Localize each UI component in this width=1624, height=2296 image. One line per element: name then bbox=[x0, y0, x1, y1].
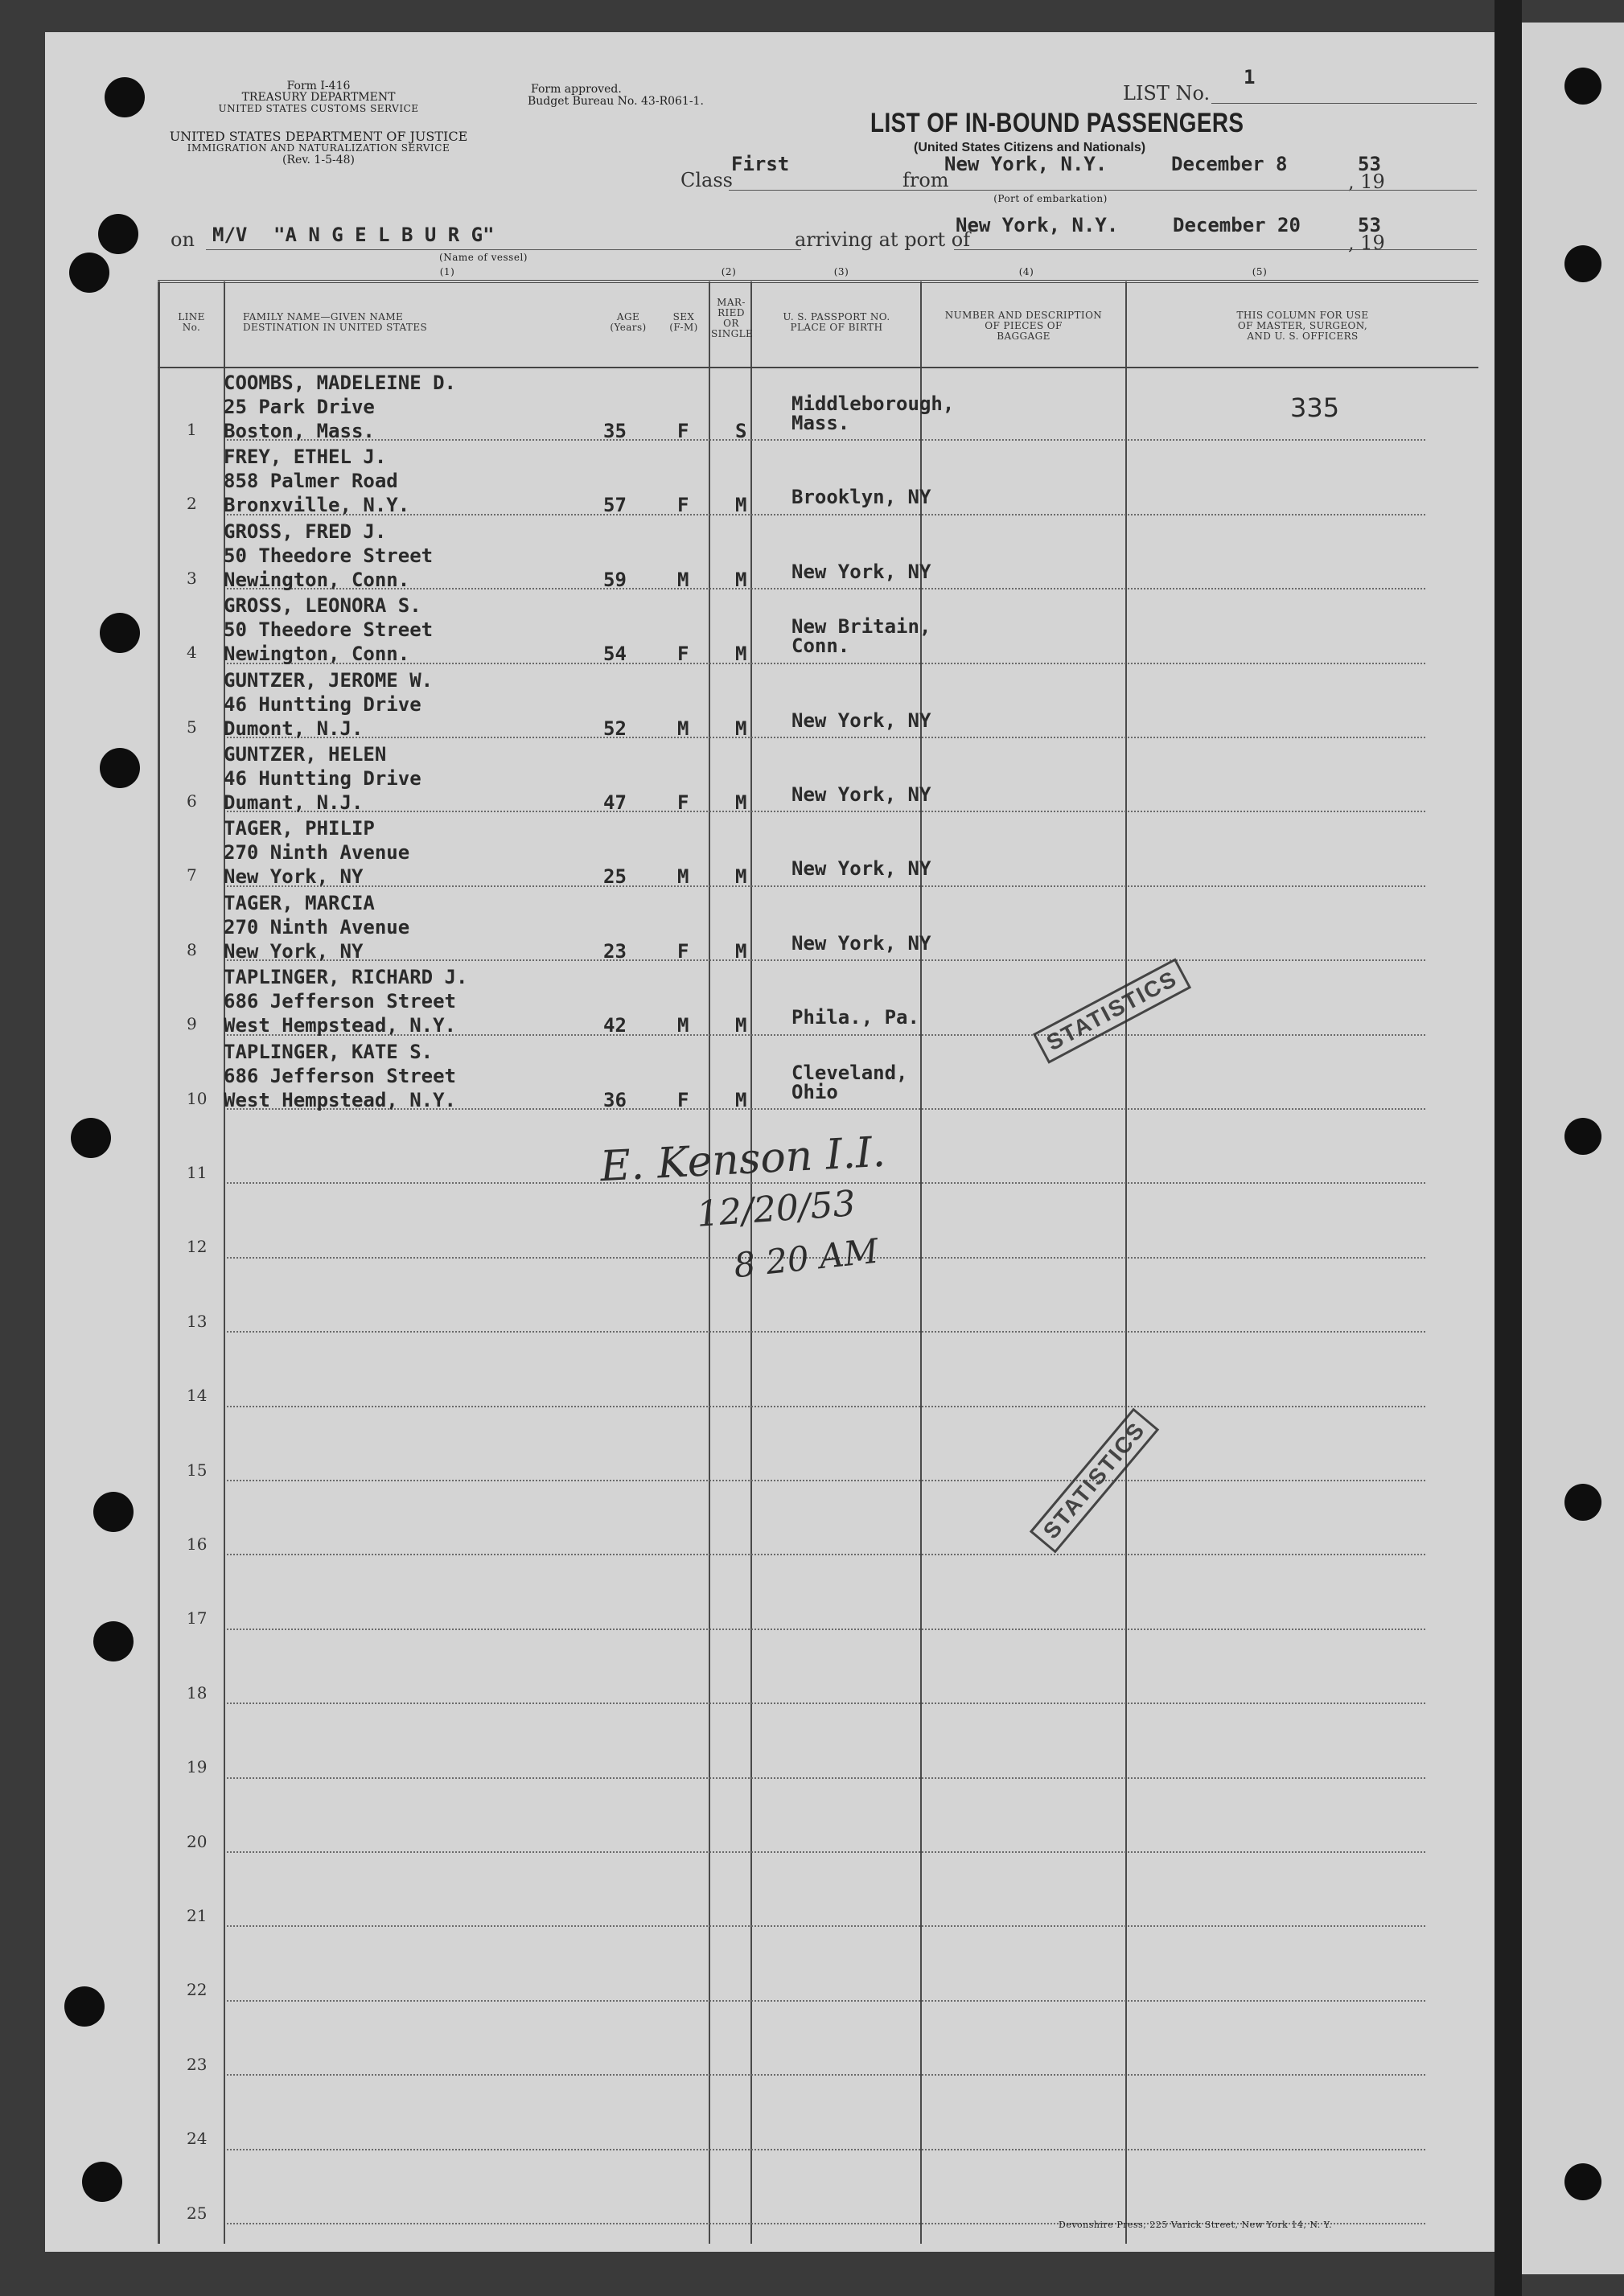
arrive-port-value: New York, N.Y. bbox=[956, 214, 1119, 236]
passenger-marital-status: S bbox=[735, 420, 747, 442]
row-rule bbox=[227, 1777, 1425, 1779]
line-number: 23 bbox=[187, 2054, 208, 2074]
birthplace: Mass. bbox=[791, 412, 850, 434]
vessel-caption: (Name of vessel) bbox=[439, 252, 528, 263]
row-rule bbox=[227, 1406, 1425, 1407]
passenger-age: 42 bbox=[603, 1014, 627, 1037]
punch-hole bbox=[1564, 2163, 1601, 2200]
passenger-destination: Dumant, N.J. bbox=[224, 791, 364, 814]
line-number: 19 bbox=[187, 1757, 208, 1777]
line-number: 16 bbox=[187, 1534, 208, 1554]
passenger-age: 35 bbox=[603, 420, 627, 442]
page-title: LIST OF IN-BOUND PASSENGERS bbox=[870, 108, 1244, 138]
header-bottom-rule bbox=[158, 367, 1478, 368]
passenger-name: TAPLINGER, KATE S. bbox=[224, 1040, 434, 1063]
row-rule bbox=[227, 1702, 1425, 1704]
row-rule bbox=[227, 811, 1425, 812]
row-rule bbox=[227, 2074, 1425, 2076]
col-num-2: (2) bbox=[721, 266, 737, 277]
punch-hole bbox=[64, 1986, 105, 2027]
col-sex-married bbox=[709, 281, 710, 2244]
list-no-value: 1 bbox=[1244, 66, 1256, 88]
line-number: 8 bbox=[187, 939, 197, 959]
passenger-marital-status: M bbox=[735, 1088, 747, 1111]
punch-hole bbox=[1564, 1484, 1601, 1521]
col-num-3: (3) bbox=[833, 266, 849, 277]
hdr-age: AGE (Years) bbox=[610, 311, 647, 333]
from-port-value: New York, N.Y. bbox=[944, 153, 1108, 175]
vessel-rule bbox=[206, 249, 801, 250]
table-top-rule bbox=[158, 280, 1478, 283]
passenger-sex: M bbox=[677, 568, 689, 591]
hdr-line-no: LINE No. bbox=[178, 311, 205, 333]
punch-hole bbox=[69, 253, 109, 293]
col-baggage-officers bbox=[1125, 281, 1127, 2244]
passenger-age: 25 bbox=[603, 865, 627, 889]
passenger-address: 270 Ninth Avenue bbox=[224, 841, 410, 865]
row-rule bbox=[227, 2000, 1425, 2002]
birthplace: New York, NY bbox=[791, 931, 931, 955]
page-subtitle: (United States Citizens and Nationals) bbox=[914, 141, 1146, 154]
passenger-sex: F bbox=[677, 420, 689, 442]
birthplace: Brooklyn, NY bbox=[791, 486, 931, 509]
passenger-marital-status: M bbox=[735, 791, 747, 814]
passenger-sex: M bbox=[677, 865, 689, 889]
col-num-1: (1) bbox=[439, 266, 455, 277]
from-rule bbox=[930, 190, 1477, 191]
passenger-marital-status: M bbox=[735, 939, 747, 963]
passenger-marital-status: M bbox=[735, 717, 747, 740]
signature-name: E. Kenson I.I. bbox=[598, 1127, 887, 1192]
statistics-stamp: STATISTICS bbox=[1033, 958, 1191, 1064]
on-label: on bbox=[171, 228, 195, 251]
hdr-married: MAR- RIED OR SINGLE bbox=[711, 297, 754, 339]
arrive-year-value: 53 bbox=[1358, 214, 1381, 236]
passenger-address: 686 Jefferson Street bbox=[224, 990, 456, 1013]
punch-hole bbox=[82, 2162, 122, 2202]
col-num-4: (4) bbox=[1018, 266, 1034, 277]
line-number: 18 bbox=[187, 1682, 208, 1702]
birthplace-line1: Cleveland, bbox=[791, 1061, 908, 1084]
hdr-sex: SEX (F-M) bbox=[669, 311, 698, 333]
birthplace-line1: Middleborough, bbox=[791, 392, 955, 415]
form-revision: (Rev. 1-5-48) bbox=[282, 154, 355, 166]
punch-hole bbox=[105, 77, 145, 117]
passenger-name: GUNTZER, JEROME W. bbox=[224, 668, 434, 692]
row-rule bbox=[227, 959, 1425, 961]
depart-date-value: December 8 bbox=[1171, 153, 1288, 175]
signature-time: 8 20 AM bbox=[731, 1230, 881, 1286]
passenger-address: 46 Huntting Drive bbox=[224, 692, 421, 716]
passenger-sex: M bbox=[677, 1014, 689, 1037]
passenger-destination: Dumont, N.J. bbox=[224, 717, 364, 740]
officer-note: 335 bbox=[1290, 392, 1340, 423]
ins-header: IMMIGRATION AND NATURALIZATION SERVICE bbox=[187, 142, 450, 154]
line-number: 24 bbox=[187, 2129, 208, 2149]
form-approved: Form approved. bbox=[531, 83, 622, 96]
passenger-age: 36 bbox=[603, 1088, 627, 1111]
row-rule bbox=[227, 737, 1425, 738]
passenger-destination: West Hempstead, N.Y. bbox=[224, 1088, 456, 1111]
line-number: 10 bbox=[187, 1088, 208, 1108]
line-number: 9 bbox=[187, 1014, 197, 1034]
passenger-name: FREY, ETHEL J. bbox=[224, 446, 387, 469]
passenger-sex: F bbox=[677, 643, 689, 666]
scan-edge-dark bbox=[1494, 0, 1522, 2296]
passenger-address: 858 Palmer Road bbox=[224, 470, 398, 493]
punch-hole bbox=[71, 1118, 111, 1158]
treasury-dept: TREASURY DEPARTMENT bbox=[241, 91, 396, 104]
passenger-destination: Newington, Conn. bbox=[224, 568, 410, 591]
customs-service: UNITED STATES CUSTOMS SERVICE bbox=[218, 103, 419, 114]
row-rule bbox=[227, 885, 1425, 887]
passenger-address: 270 Ninth Avenue bbox=[224, 915, 410, 939]
passenger-age: 54 bbox=[603, 643, 627, 666]
passenger-address: 46 Huntting Drive bbox=[224, 767, 421, 790]
col-num-5: (5) bbox=[1252, 266, 1268, 277]
line-number: 6 bbox=[187, 791, 197, 811]
passenger-name: TAGER, MARCIA bbox=[224, 891, 375, 914]
row-rule bbox=[227, 1851, 1425, 1853]
line-number: 4 bbox=[187, 643, 197, 663]
embarkation-caption: (Port of embarkation) bbox=[993, 193, 1108, 204]
passenger-name: GUNTZER, HELEN bbox=[224, 743, 387, 766]
line-number: 3 bbox=[187, 568, 197, 588]
line-number: 2 bbox=[187, 494, 197, 514]
birthplace: New York, NY bbox=[791, 857, 931, 881]
line-number: 17 bbox=[187, 1608, 208, 1629]
hdr-name: FAMILY NAME—GIVEN NAME DESTINATION IN UNITED STATES bbox=[243, 311, 428, 333]
punch-hole bbox=[1564, 1118, 1601, 1155]
arriving-label: arriving at port of bbox=[795, 228, 971, 251]
hdr-officers: THIS COLUMN FOR USE OF MASTER, SURGEON, AND U. S. OFFICERS bbox=[1236, 310, 1369, 342]
hdr-passport: U. S. PASSPORT NO. PLACE OF BIRTH bbox=[783, 311, 890, 333]
passenger-sex: F bbox=[677, 791, 689, 814]
passenger-age: 23 bbox=[603, 939, 627, 963]
statistics-stamp: STATISTICS bbox=[1030, 1407, 1159, 1553]
passenger-marital-status: M bbox=[735, 568, 747, 591]
birthplace: Phila., Pa. bbox=[791, 1006, 919, 1029]
class-value: First bbox=[731, 153, 790, 175]
passenger-sex: F bbox=[677, 939, 689, 963]
line-number: 1 bbox=[187, 420, 197, 439]
depart-year-prefix: , 19 bbox=[1348, 170, 1385, 193]
row-rule bbox=[227, 439, 1425, 441]
passenger-address: 50 Theedore Street bbox=[224, 618, 434, 642]
line-number: 22 bbox=[187, 1980, 208, 2000]
passenger-address: 686 Jefferson Street bbox=[224, 1064, 456, 1087]
from-label: from bbox=[902, 169, 949, 191]
vessel-name: "A N G E L B U R G" bbox=[273, 224, 495, 246]
passenger-marital-status: M bbox=[735, 1014, 747, 1037]
passenger-marital-status: M bbox=[735, 865, 747, 889]
passenger-destination: New York, NY bbox=[224, 865, 364, 889]
arrive-year-prefix: , 19 bbox=[1348, 232, 1385, 254]
list-no-label: LIST No. bbox=[1123, 82, 1211, 105]
punch-hole bbox=[1564, 245, 1601, 282]
passenger-destination: Newington, Conn. bbox=[224, 643, 410, 666]
line-number: 25 bbox=[187, 2203, 208, 2223]
birthplace-line1: New Britain, bbox=[791, 615, 931, 639]
passenger-address: 50 Theedore Street bbox=[224, 544, 434, 567]
line-number: 15 bbox=[187, 1460, 208, 1480]
passenger-marital-status: M bbox=[735, 643, 747, 666]
passenger-destination: New York, NY bbox=[224, 939, 364, 963]
passenger-marital-status: M bbox=[735, 494, 747, 517]
hdr-baggage: NUMBER AND DESCRIPTION OF PIECES OF BAGGAGE bbox=[944, 310, 1103, 342]
line-number: 7 bbox=[187, 865, 197, 885]
passenger-sex: F bbox=[677, 494, 689, 517]
passenger-name: GROSS, FRED J. bbox=[224, 520, 387, 543]
row-rule bbox=[227, 1629, 1425, 1630]
depart-year-value: 53 bbox=[1358, 153, 1381, 175]
line-number: 21 bbox=[187, 1906, 208, 1925]
passenger-address: 25 Park Drive bbox=[224, 396, 375, 418]
passenger-name: TAPLINGER, RICHARD J. bbox=[224, 966, 468, 989]
row-rule bbox=[227, 2149, 1425, 2150]
line-number: 20 bbox=[187, 1831, 208, 1851]
passenger-name: TAGER, PHILIP bbox=[224, 817, 375, 840]
passenger-destination: West Hempstead, N.Y. bbox=[224, 1014, 456, 1037]
row-rule bbox=[227, 1331, 1425, 1333]
birthplace: Ohio bbox=[791, 1080, 838, 1103]
passenger-age: 47 bbox=[603, 791, 627, 814]
passenger-age: 59 bbox=[603, 568, 627, 591]
line-number: 12 bbox=[187, 1237, 208, 1257]
line-number: 5 bbox=[187, 717, 197, 737]
line-number: 11 bbox=[187, 1163, 208, 1182]
passenger-age: 52 bbox=[603, 717, 627, 740]
arrive-date-value: December 20 bbox=[1173, 214, 1301, 236]
budget-bureau: Budget Bureau No. 43-R061-1. bbox=[528, 95, 704, 108]
class-label: Class bbox=[680, 169, 733, 191]
line-number: 13 bbox=[187, 1311, 208, 1331]
birthplace: Conn. bbox=[791, 635, 850, 658]
birthplace: New York, NY bbox=[791, 560, 931, 583]
row-rule bbox=[227, 1480, 1425, 1481]
vessel-prefix: M/V bbox=[212, 224, 248, 246]
passenger-age: 57 bbox=[603, 494, 627, 517]
row-rule bbox=[227, 1925, 1425, 1927]
list-no-rule bbox=[1211, 103, 1477, 104]
passenger-destination: Boston, Mass. bbox=[224, 420, 375, 442]
arrive-rule bbox=[954, 249, 1477, 250]
punch-hole bbox=[100, 748, 140, 788]
passenger-name: GROSS, LEONORA S. bbox=[224, 594, 421, 618]
birthplace: New York, NY bbox=[791, 709, 931, 732]
punch-hole bbox=[98, 214, 138, 254]
passenger-sex: M bbox=[677, 717, 689, 740]
passenger-name: COOMBS, MADELEINE D. bbox=[224, 372, 456, 394]
doj-header: UNITED STATES DEPARTMENT OF JUSTICE bbox=[169, 129, 468, 144]
punch-hole bbox=[1564, 68, 1601, 105]
punch-hole bbox=[93, 1621, 134, 1661]
punch-hole bbox=[100, 613, 140, 653]
birthplace: New York, NY bbox=[791, 783, 931, 806]
row-rule bbox=[227, 1554, 1425, 1555]
punch-hole bbox=[93, 1492, 134, 1532]
line-number: 14 bbox=[187, 1386, 208, 1406]
passenger-destination: Bronxville, N.Y. bbox=[224, 494, 410, 517]
passenger-list-page bbox=[45, 32, 1494, 2252]
signature-date: 12/20/53 bbox=[695, 1183, 857, 1235]
passenger-sex: F bbox=[677, 1088, 689, 1111]
printer-imprint: Devonshire Press, 225 Varick Street, New York 14, N. Y. bbox=[1059, 2220, 1333, 2230]
form-number: Form I-416 bbox=[286, 80, 351, 92]
row-rule bbox=[227, 1182, 1425, 1184]
table-left-border bbox=[158, 281, 160, 2244]
